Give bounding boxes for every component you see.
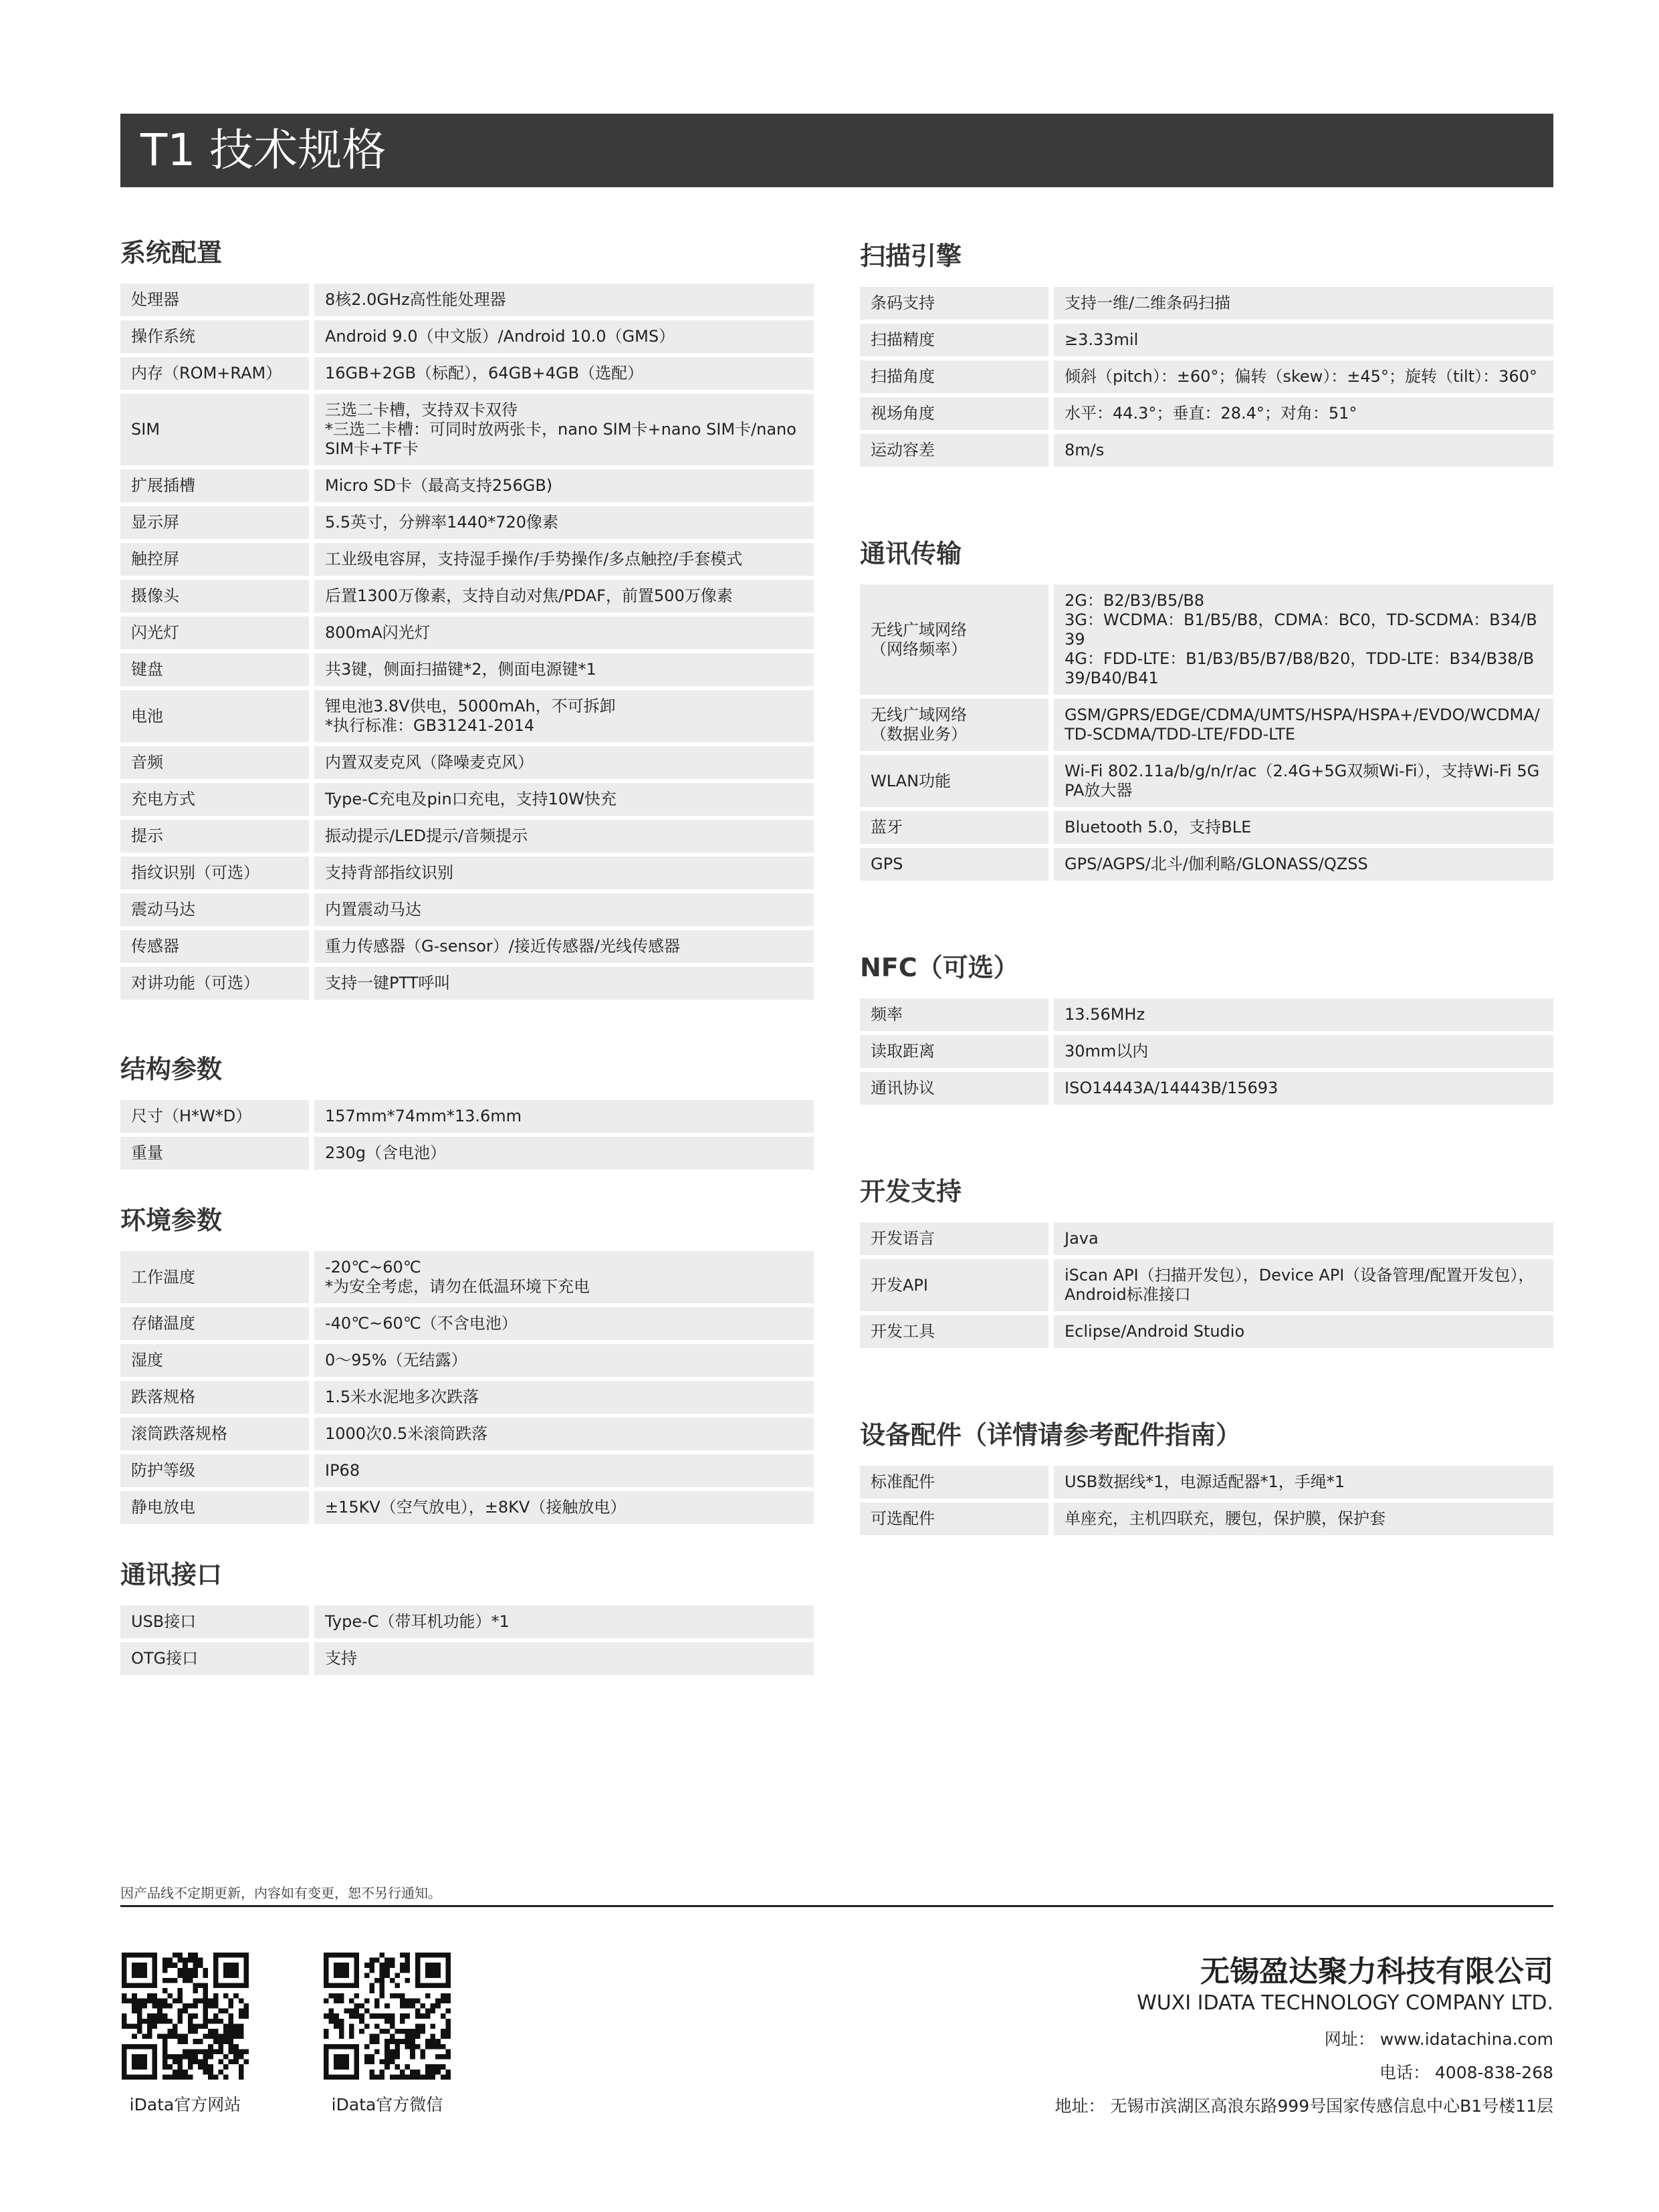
title-bar: [120, 114, 1553, 187]
spec-label: 标准配件: [860, 1466, 1054, 1499]
spec-label: 开发API: [860, 1259, 1054, 1311]
spec-label: WLAN功能: [860, 755, 1054, 807]
spec-label: 扫描精度: [860, 324, 1054, 356]
spec-value: 16GB+2GB（标配），64GB+4GB（选配）: [314, 357, 814, 390]
spec-table: [860, 580, 1553, 885]
spec-value: 支持一维/二维条码扫描: [1054, 287, 1553, 320]
spec-value: 水平：44.3°；垂直：28.4°；对角：51°: [1054, 397, 1553, 430]
spec-row: [860, 1035, 1553, 1068]
spec-row: [120, 1418, 814, 1450]
spec-row: [860, 1222, 1553, 1255]
spec-label: 充电方式: [120, 783, 314, 816]
qr-label-website: iData官方网站: [129, 2095, 241, 2114]
spec-row: [860, 1072, 1553, 1105]
spec-value: GSM/GPRS/EDGE/CDMA/UMTS/HSPA/HSPA+/EVDO/WCDMA/TD-SCDMA/TDD-LTE/FDD-LTE: [1054, 699, 1553, 751]
spec-label: 条码支持: [860, 287, 1054, 320]
spec-value: -40℃~60℃（不含电池）: [314, 1307, 814, 1340]
spec-label: 静电放电: [120, 1491, 314, 1524]
spec-value: Android 9.0（中文版）/Android 10.0（GMS）: [314, 320, 814, 353]
right-column: [860, 237, 1553, 1539]
spec-row: [120, 1381, 814, 1414]
spec-table: [120, 1096, 814, 1174]
left-column: [120, 234, 814, 1679]
spec-value: ±15KV（空气放电），±8KV（接触放电）: [314, 1491, 814, 1524]
spec-label: 视场角度: [860, 397, 1054, 430]
page-title: T1 技术规格: [140, 124, 386, 176]
spec-value: 2G：B2/B3/B5/B8 3G：WCDMA：B1/B5/B8，CDMA：BC0，TD-SCDMA：B34/B39 4G：FDD-LTE：B1/B3/B5/B7/B8/B20，TDD-LTE：B34/B38/B39/B40/B41: [1054, 584, 1553, 695]
spec-row: [860, 755, 1553, 807]
spec-row: [860, 998, 1553, 1031]
spec-label: 存储温度: [120, 1307, 314, 1340]
spec-row: [860, 434, 1553, 467]
spec-row: [860, 699, 1553, 751]
spec-label: 触控屏: [120, 543, 314, 576]
spec-label: 工作温度: [120, 1251, 314, 1303]
spec-value: 后置1300万像素，支持自动对焦/PDAF，前置500万像素: [314, 580, 814, 613]
spec-label: 开发语言: [860, 1222, 1054, 1255]
spec-table: [120, 280, 814, 1004]
footer-divider: [120, 1905, 1553, 1907]
section-title: 通讯接口: [120, 1560, 223, 1589]
spec-row: [860, 1503, 1553, 1535]
spec-row: [120, 1642, 814, 1675]
spec-table: [860, 1462, 1553, 1539]
company-website: 网址： www.idatachina.com: [1324, 2029, 1553, 2049]
spec-value: IP68: [314, 1454, 814, 1487]
spec-value: 内置震动马达: [314, 893, 814, 926]
spec-value: ISO14443A/14443B/15693: [1054, 1072, 1553, 1105]
spec-label: SIM: [120, 394, 314, 465]
spec-label: 开发工具: [860, 1315, 1054, 1348]
spec-value: 5.5英寸，分辨率1440*720像素: [314, 506, 814, 539]
spec-value: 倾斜（pitch）：±60°；偏转（skew）：±45°；旋转（tilt）：360°: [1054, 360, 1553, 393]
spec-row: [120, 653, 814, 686]
spec-value: 工业级电容屏，支持湿手操作/手势操作/多点触控/手套模式: [314, 543, 814, 576]
spec-label: 处理器: [120, 284, 314, 316]
spec-section: [120, 234, 814, 1004]
section-title: 通讯传输: [860, 539, 962, 568]
spec-section: [860, 1416, 1553, 1539]
spec-label: 音频: [120, 746, 314, 779]
spec-row: [120, 857, 814, 889]
spec-label: 操作系统: [120, 320, 314, 353]
spec-row: [120, 1137, 814, 1170]
spec-row: [120, 1307, 814, 1340]
spec-label: 内存（ROM+RAM）: [120, 357, 314, 390]
spec-label: GPS: [860, 848, 1054, 881]
spec-value: 振动提示/LED提示/音频提示: [314, 820, 814, 853]
spec-row: [860, 811, 1553, 844]
spec-row: [120, 506, 814, 539]
spec-value: Wi-Fi 802.11a/b/g/n/r/ac（2.4G+5G双频Wi-Fi），支持Wi-Fi 5G PA放大器: [1054, 755, 1553, 807]
spec-row: [860, 1315, 1553, 1348]
spec-value: -20℃~60℃ *为安全考虑，请勿在低温环境下充电: [314, 1251, 814, 1303]
spec-value: 800mA闪光灯: [314, 617, 814, 649]
spec-row: [860, 287, 1553, 320]
spec-label: 扩展插槽: [120, 469, 314, 502]
spec-label: USB接口: [120, 1606, 314, 1638]
spec-value: 单座充，主机四联充，腰包，保护膜，保护套: [1054, 1503, 1553, 1535]
spec-table: [860, 994, 1553, 1109]
section-title: 结构参数: [120, 1055, 223, 1084]
spec-row: [120, 394, 814, 465]
spec-value: Type-C充电及pin口充电，支持10W快充: [314, 783, 814, 816]
spec-value: 锂电池3.8V供电，5000mAh，不可拆卸 *执行标准：GB31241-2014: [314, 690, 814, 742]
spec-label: 摄像头: [120, 580, 314, 613]
company-address: 地址： 无锡市滨湖区高浪东路999号国家传感信息中心B1号楼11层: [1055, 2096, 1553, 2116]
spec-value: USB数据线*1，电源适配器*1，手绳*1: [1054, 1466, 1553, 1499]
spec-label: 可选配件: [860, 1503, 1054, 1535]
spec-row: [120, 469, 814, 502]
spec-label: 重量: [120, 1137, 314, 1170]
spec-label: 指纹识别（可选）: [120, 857, 314, 889]
qr-code-wechat: [324, 1953, 451, 2080]
spec-label: 无线广域网络 （数据业务）: [860, 699, 1054, 751]
spec-row: [120, 284, 814, 316]
spec-section: [120, 1202, 814, 1528]
spec-label: 键盘: [120, 653, 314, 686]
spec-label: 频率: [860, 998, 1054, 1031]
spec-label: 湿度: [120, 1344, 314, 1377]
spec-label: 电池: [120, 690, 314, 742]
section-title: 开发支持: [860, 1177, 962, 1206]
spec-value: 重力传感器（G-sensor）/接近传感器/光线传感器: [314, 930, 814, 963]
spec-table: [120, 1247, 814, 1528]
company-phone: 电话： 4008-838-268: [1379, 2063, 1553, 2082]
spec-row: [120, 1454, 814, 1487]
spec-row: [120, 930, 814, 963]
spec-row: [120, 543, 814, 576]
spec-value: 30mm以内: [1054, 1035, 1553, 1068]
spec-value: 8核2.0GHz高性能处理器: [314, 284, 814, 316]
spec-row: [120, 820, 814, 853]
spec-table: [120, 1601, 814, 1679]
spec-value: 内置双麦克风（降噪麦克风）: [314, 746, 814, 779]
spec-row: [120, 1606, 814, 1638]
spec-value: 13.56MHz: [1054, 998, 1553, 1031]
spec-value: 三选二卡槽，支持双卡双待 *三选二卡槽：可同时放两张卡，nano SIM卡+nano SIM卡/nano SIM卡+TF卡: [314, 394, 814, 465]
spec-label: 显示屏: [120, 506, 314, 539]
spec-row: [120, 783, 814, 816]
company-name-cn: 无锡盈达聚力科技有限公司: [1200, 1955, 1553, 1989]
spec-row: [120, 617, 814, 649]
spec-value: Java: [1054, 1222, 1553, 1255]
spec-table: [860, 283, 1553, 471]
section-title: 环境参数: [120, 1206, 223, 1235]
section-title: 设备配件（详情请参考配件指南）: [860, 1420, 1242, 1450]
spec-label: 传感器: [120, 930, 314, 963]
spec-label: 扫描角度: [860, 360, 1054, 393]
spec-section: [860, 237, 1553, 471]
spec-label: 蓝牙: [860, 811, 1054, 844]
spec-row: [120, 746, 814, 779]
spec-label: 滚筒跌落规格: [120, 1418, 314, 1450]
spec-row: [120, 1491, 814, 1524]
section-title: 扫描引擎: [860, 241, 962, 271]
company-name-en: WUXI IDATA TECHNOLOGY COMPANY LTD.: [1137, 1991, 1553, 2015]
spec-value: Bluetooth 5.0，支持BLE: [1054, 811, 1553, 844]
spec-value: 支持: [314, 1642, 814, 1675]
spec-value: 支持背部指纹识别: [314, 857, 814, 889]
spec-value: 230g（含电池）: [314, 1137, 814, 1170]
spec-value: Micro SD卡（最高支持256GB): [314, 469, 814, 502]
spec-section: [860, 949, 1553, 1109]
spec-value: ≥3.33mil: [1054, 324, 1553, 356]
spec-value: 支持一键PTT呼叫: [314, 967, 814, 1000]
spec-section: [860, 1173, 1553, 1352]
qr-code-website: [122, 1953, 249, 2080]
spec-label: 通讯协议: [860, 1072, 1054, 1105]
spec-row: [120, 1251, 814, 1303]
spec-value: 1000次0.5米滚筒跌落: [314, 1418, 814, 1450]
spec-row: [120, 1344, 814, 1377]
qr-label-wechat: iData官方微信: [331, 2095, 443, 2114]
spec-value: 共3键，侧面扫描键*2，侧面电源键*1: [314, 653, 814, 686]
spec-section: [860, 535, 1553, 885]
spec-table: [860, 1218, 1553, 1352]
spec-label: 跌落规格: [120, 1381, 314, 1414]
spec-row: [860, 324, 1553, 356]
spec-value: Type-C（带耳机功能）*1: [314, 1606, 814, 1638]
spec-row: [120, 1100, 814, 1133]
spec-label: 提示: [120, 820, 314, 853]
spec-value: 0～95%（无结露）: [314, 1344, 814, 1377]
spec-row: [860, 397, 1553, 430]
spec-row: [860, 1466, 1553, 1499]
spec-row: [120, 357, 814, 390]
spec-value: iScan API（扫描开发包），Device API（设备管理/配置开发包），Android标准接口: [1054, 1259, 1553, 1311]
spec-row: [120, 967, 814, 1000]
spec-label: 运动容差: [860, 434, 1054, 467]
spec-label: 尺寸（H*W*D）: [120, 1100, 314, 1133]
spec-label: 读取距离: [860, 1035, 1054, 1068]
spec-label: 震动马达: [120, 893, 314, 926]
spec-label: 防护等级: [120, 1454, 314, 1487]
section-title: NFC（可选）: [860, 953, 1019, 982]
spec-value: Eclipse/Android Studio: [1054, 1315, 1553, 1348]
spec-row: [860, 584, 1553, 695]
spec-row: [120, 893, 814, 926]
spec-value: 8m/s: [1054, 434, 1553, 467]
spec-section: [120, 1050, 814, 1174]
spec-label: 对讲功能（可选）: [120, 967, 314, 1000]
spec-row: [120, 320, 814, 353]
spec-row: [860, 1259, 1553, 1311]
spec-value: GPS/AGPS/北斗/伽利略/GLONASS/QZSS: [1054, 848, 1553, 881]
spec-section: [120, 1556, 814, 1679]
spec-row: [120, 580, 814, 613]
disclaimer-note: 因产品线不定期更新，内容如有变更，恕不另行通知。: [120, 1885, 441, 1901]
spec-label: 闪光灯: [120, 617, 314, 649]
spec-label: 无线广域网络 （网络频率）: [860, 584, 1054, 695]
spec-value: 157mm*74mm*13.6mm: [314, 1100, 814, 1133]
spec-row: [120, 690, 814, 742]
spec-row: [860, 360, 1553, 393]
spec-value: 1.5米水泥地多次跌落: [314, 1381, 814, 1414]
spec-label: OTG接口: [120, 1642, 314, 1675]
section-title: 系统配置: [120, 238, 223, 267]
spec-row: [860, 848, 1553, 881]
